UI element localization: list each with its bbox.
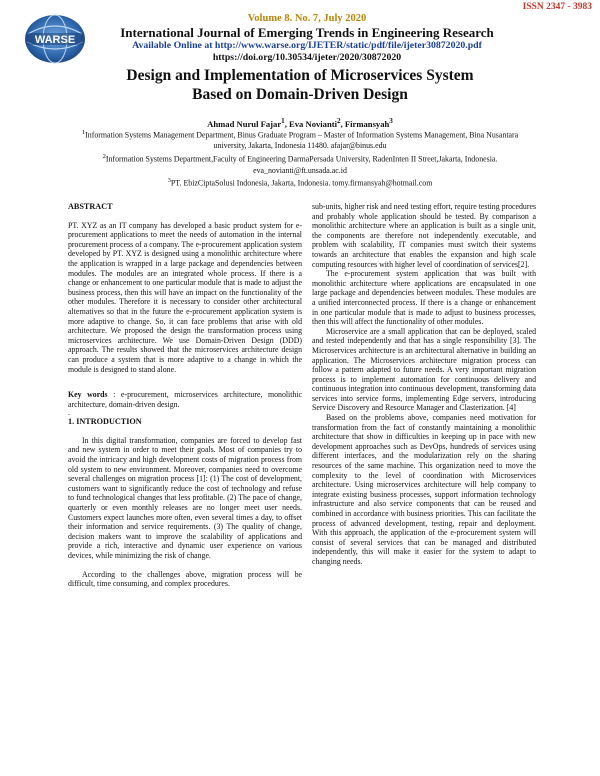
logo-text: WARSE: [34, 34, 76, 46]
abstract-heading: ABSTRACT: [68, 202, 113, 211]
right-paragraph-1: sub-units, higher risk and need testing effort, require testing procedures and probably whole application should be tested. By comparison a monolithic architecture where an application is built as a single unit, the components are therefore not independently executable, and problem with scalability, IT companies must switch their systems towards an architecture that enables the expansion and high scale computing resources with higher level of coordination of services[2].: [312, 202, 536, 269]
issn-label: ISSN 2347 - 3983: [522, 2, 592, 12]
keywords: [68, 390, 302, 409]
intro-paragraph-2: According to the challenges above, migration process will be difficult, time consuming, and complex procedures.: [68, 569, 302, 589]
paper-title: [40, 67, 560, 104]
author-1-sup: 1: [281, 117, 285, 125]
right-paragraph-4: Based on the problems above, companies need motivation for transformation from the fact of constantly maintaining a monolithic architecture that show in difficulties in keeping up in pace with new development approaches such as DevOps, hundreds of services using different interfaces, and the modularization rely on the sharing resources of the same machine. This organization need to move the complexity to the level of coordination with Microservices architecture. Using microservices architecture will help company to integrate existing business processes, support information technology infrastructure and also service components that can be reused and combined in accordance with business priorities. This can facilitate the process of advanced development, testing, repair and deployment. With this approach, the application of the e-procurement system will consist of several services that can be managed and distributed independently, this will make it easier for the system to adapt to changing needs.: [312, 413, 536, 566]
author-2: Eva Novianti: [289, 118, 338, 129]
affiliations: [70, 128, 530, 190]
title-line-2: Based on Domain-Driven Design: [192, 85, 408, 103]
author-list: Ahmad Nurul Fajar$^1$, Eva Novianti$^2$, Firmansyah$^3$: [207, 117, 393, 129]
left-column: [68, 202, 302, 589]
author-1: Ahmad Nurul Fajar: [207, 118, 282, 129]
author-3-sup: 3: [389, 117, 393, 125]
volume-line: Volume 8. No. 7, July 2020: [247, 13, 367, 24]
separator-dot: .: [68, 408, 70, 418]
intro-heading: 1. INTRODUCTION: [68, 417, 142, 427]
affiliation-1: $^1$Information Systems Management Department, Binus Graduate Program – Master of Information Systems Management, Bina Nusantara university, Jakarta, Indonesia 11480. afajar@binus.edu: [81, 129, 519, 151]
journal-header: [92, 12, 522, 64]
affiliation-2: $^2$Information Systems Department,Faculty of Engineering DarmaPersada University, RadenInten II Street,Jakarta, Indonesia. eva_novianti@ft.unsada.ac.id: [102, 153, 498, 175]
author-3: Firmansyah: [344, 118, 390, 129]
author-2-sup: 2: [337, 117, 341, 125]
affiliation-3: $^3$PT. EbizCiptaSolusi Indonesia, Jakarta, Indonesia. tomy.firmansyah@hotmail.com: [167, 177, 433, 189]
right-paragraph-2: The e-procurement system application that was built with monolithic architecture where applications are encapsulated in one large package and dependencies between modules. These modules are a unified interconnected process. If there is a change or enhancement in one particular module that is made to adjust to business processes, then this will affect the functionality of other modules.: [312, 269, 536, 327]
doi-link[interactable]: https://doi.org/10.30534/ijeter/2020/30872020: [212, 52, 402, 63]
keywords-label: Key words: [68, 390, 108, 400]
keywords-text: : e-procurement, microservices architecture, monolithic architecture, domain-driven design.: [68, 390, 302, 409]
abstract-text: PT. XYZ as an IT company has developed a basic product system for e-procurement applications to meet the needs of automation in the internal procurement process of a company. The e-procurement application system developed by PT. XYZ is designed using a monolithic architecture where the application is wrapped in a large package and dependencies between modules. The modules are an integrated whole process. If there is a change or enhancement to one particular module that is made to adjust the business process, then this will have an impact on the functionality of the other modules. Therefore it is necessary to consider other architectural alternatives so that in the future the e-procurement application system is more adaptive to change. So, it can face problems that arise with old architecture. We proposed the design the transformation process using microservices architecture. We use Domain-Driven Design (DDD) approach. The results showed that the microservices architecture design can produce a system that is more adaptive to a change in which the module is designed to stand alone.: [68, 220, 302, 374]
title-line-1: Design and Implementation of Microservices System: [126, 67, 474, 84]
intro-paragraph-1: In this digital transformation, companies are forced to develop fast and new system in order to meet their goals. Most of companies try to avoid the intricacy and high development costs of migration process from old system to new environment. Moreover, companies need to overcome several challenges on migration process [1]: (1) The cost of development, customers want to significantly reduce the cost of technology and refuse to fund technological changes that less profitable. (2) The pace of change, quarterly or even monthly releases are no longer meet user needs. Customers expect launches more often, even several times a day, to offset their information and service requirements. (3) The quality of change, decision makers want to improve the scalability of applications and provide a rich, interactive and dynamic user experience on various devices, while minimizing the risk of change.: [68, 435, 302, 560]
right-paragraph-3: Microservice are a small application that can be deployed, scaled and tested independently and that has a single responsibility [3]. The Microservices architecture is an architectural alternative in building an application. The Microservices architecture migration process can follow a pattern adapted to future needs. A very important migration process is to implement automation for continuous delivery and continuous integration into continuous development, transforming data services into service forms, implementing Edge servers, introducing Service Discovery and Resource Manager and Clasterization. [4]: [312, 326, 536, 413]
warse-logo-icon: [22, 12, 88, 70]
journal-name: International Journal of Emerging Trends in Engineering Research: [120, 25, 494, 40]
right-column: [312, 202, 536, 567]
online-link[interactable]: Available Online at http://www.warse.org/IJETER/static/pdf/file/ijeter30872020.pdf: [132, 40, 482, 51]
